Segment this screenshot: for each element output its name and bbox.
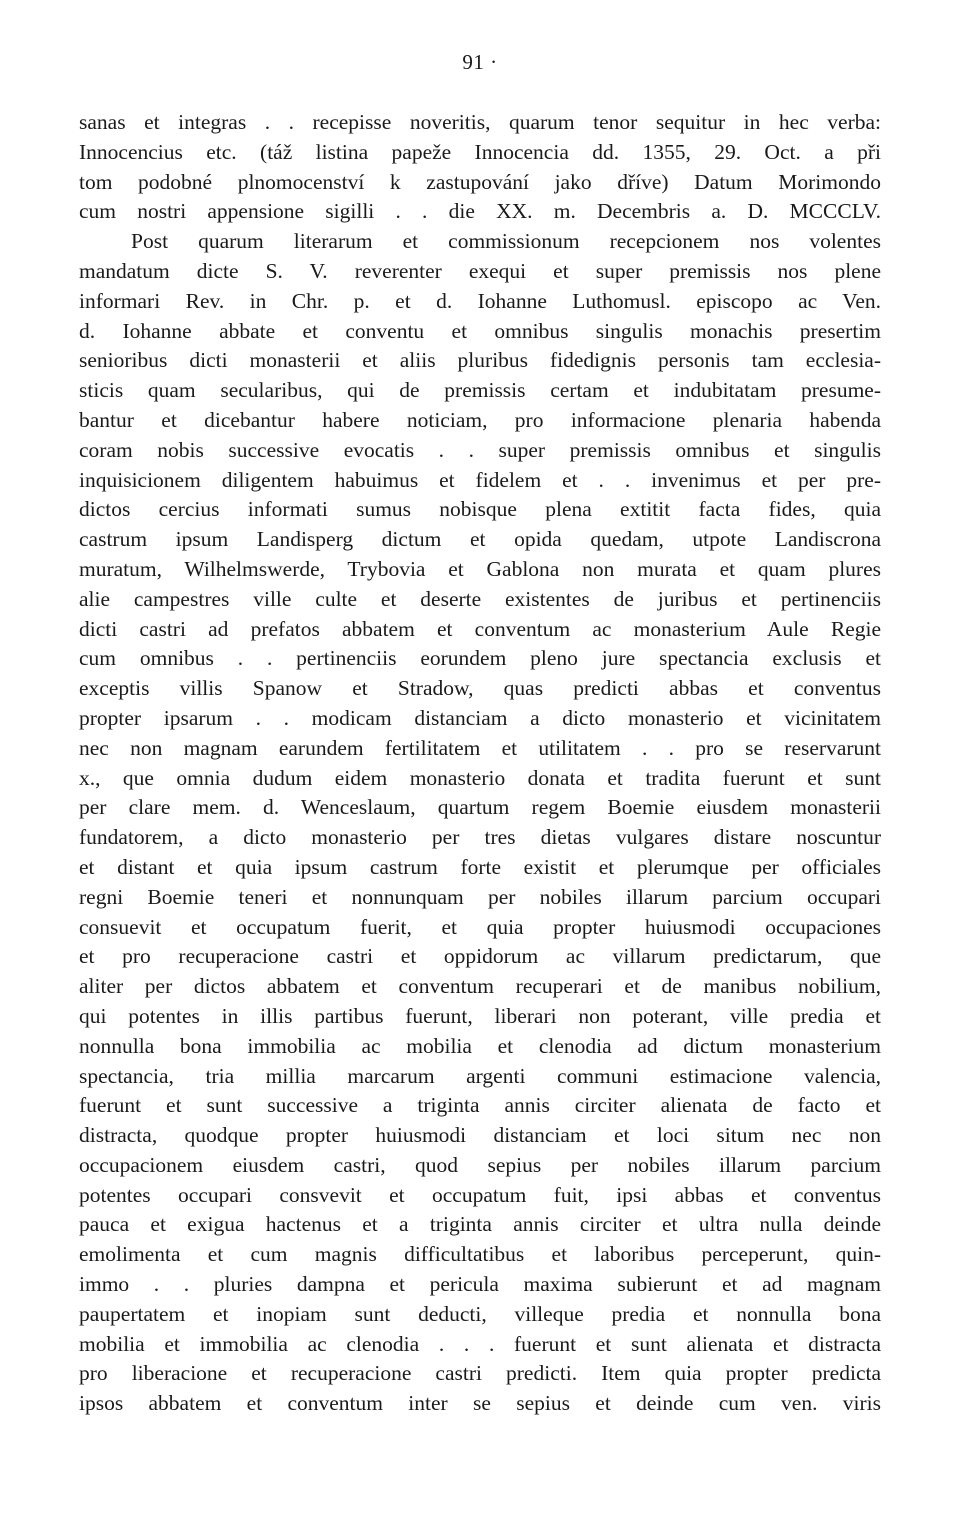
document-body xyxy=(79,108,881,1419)
text-line: Post quarum literarum et commissionum recepcionem nos volentes xyxy=(131,229,881,254)
text-line: bantur et dicebantur habere noticiam, pro informacione plenaria habenda xyxy=(79,407,881,432)
text-line: propter ipsarum . . modicam distanciam a dicto monasterio et vicinitatem xyxy=(79,705,881,730)
text-line: et distant et quia ipsum castrum forte existit et plerumque per officiales xyxy=(79,854,881,879)
text-line: coram nobis successive evocatis . . super premissis omnibus et singulis xyxy=(79,437,881,462)
text-line: mobilia et immobilia ac clenodia . . . fuerunt et sunt alienata et distracta xyxy=(79,1331,881,1356)
text-line: dictos cercius informati sumus nobisque plena extitit facta fides, quia xyxy=(79,497,881,522)
text-line: dicti castri ad prefatos abbatem et conventum ac monasterium Aule Regie xyxy=(79,616,881,641)
text-line: ipsos abbatem et conventum inter se sepius et deinde cum ven. viris xyxy=(79,1391,881,1416)
text-line: aliter per dictos abbatem et conventum recuperari et de manibus nobilium, xyxy=(79,974,881,999)
text-line: emolimenta et cum magnis difficultatibus et laboribus perceperunt, quin- xyxy=(79,1242,881,1267)
text-line: castrum ipsum Landisperg dictum et opida quedam, utpote Landiscrona xyxy=(79,527,881,552)
text-line: cum nostri appensione sigilli . . die XX. m. Decembris a. D. MCCCLV. xyxy=(79,199,881,224)
text-line: potentes occupari consvevit et occupatum fuit, ipsi abbas et conventus xyxy=(79,1182,881,1207)
text-line: Innocencius etc. (táž listina papeže Innocencia dd. 1355, 29. Oct. a při xyxy=(79,139,881,164)
text-line: cum omnibus . . pertinenciis eorundem pleno jure spectancia exclusis et xyxy=(79,646,881,671)
text-line: fundatorem, a dicto monasterio per tres dietas vulgares distare noscuntur xyxy=(79,825,881,850)
page-number: 91 · xyxy=(462,50,498,74)
text-line: per clare mem. d. Wenceslaum, quartum regem Boemie eiusdem monasterii xyxy=(79,795,881,820)
text-line: nec non magnam earundem fertilitatem et utilitatem . . pro se reservarunt xyxy=(79,735,881,760)
text-line: nonnulla bona immobilia ac mobilia et clenodia ad dictum monasterium xyxy=(79,1033,881,1058)
text-line: et pro recuperacione castri et oppidorum ac villarum predictarum, que xyxy=(79,944,881,969)
text-line: inquisicionem diligentem habuimus et fidelem et . . invenimus et per pre- xyxy=(79,467,881,492)
text-line: d. Iohanne abbate et conventu et omnibus singulis monachis presertim xyxy=(79,318,881,343)
paragraph-1 xyxy=(79,108,881,227)
text-line: x., que omnia dudum eidem monasterio donata et tradita fuerunt et sunt xyxy=(79,765,881,790)
text-line: fuerunt et sunt successive a triginta annis circiter alienata de facto et xyxy=(79,1093,881,1118)
text-line: regni Boemie teneri et nonnunquam per nobiles illarum parcium occupari xyxy=(79,884,881,909)
text-line: exceptis villis Spanow et Stradow, quas predicti abbas et conventus xyxy=(79,676,881,701)
text-line: immo . . pluries dampna et pericula maxima subierunt et ad magnam xyxy=(79,1272,881,1297)
text-line: alie campestres ville culte et deserte existentes de juribus et pertinenciis xyxy=(79,586,881,611)
text-line: sanas et integras . . recepisse noveritis, quarum tenor sequitur in hec verba: xyxy=(79,110,881,134)
text-line: senioribus dicti monasterii et aliis pluribus fidedignis personis tam ecclesia- xyxy=(79,348,881,373)
text-line: distracta, quodque propter huiusmodi distanciam et loci situm nec non xyxy=(79,1123,881,1148)
text-line: mandatum dicte S. V. reverenter exequi et super premissis nos plene xyxy=(79,258,881,283)
text-line: consuevit et occupatum fuerit, et quia propter huiusmodi occupaciones xyxy=(79,914,881,939)
text-line: qui potentes in illis partibus fuerunt, liberari non poterant, ville predia et xyxy=(79,1003,881,1028)
text-line: paupertatem et inopiam sunt deducti, villeque predia et nonnulla bona xyxy=(79,1301,881,1326)
text-line: spectancia, tria millia marcarum argenti communi estimacione valencia, xyxy=(79,1063,881,1088)
text-line: pro liberacione et recuperacione castri predicti. Item quia propter predicta xyxy=(79,1361,881,1386)
text-line: sticis quam secularibus, qui de premissis certam et indubitatam presume- xyxy=(79,378,881,403)
text-line: occupacionem eiusdem castri, quod sepius per nobiles illarum parcium xyxy=(79,1152,881,1177)
text-line: tom podobné plnomocenství k zastupování jako dříve) Datum Morimondo xyxy=(79,169,881,194)
text-line: informari Rev. in Chr. p. et d. Iohanne Luthomusl. episcopo ac Ven. xyxy=(79,288,881,313)
text-line: pauca et exigua hactenus et a triginta annis circiter et ultra nulla deinde xyxy=(79,1212,881,1237)
text-line: muratum, Wilhelmswerde, Trybovia et Gablona non murata et quam plures xyxy=(79,556,881,581)
paragraph-2 xyxy=(79,227,881,1419)
